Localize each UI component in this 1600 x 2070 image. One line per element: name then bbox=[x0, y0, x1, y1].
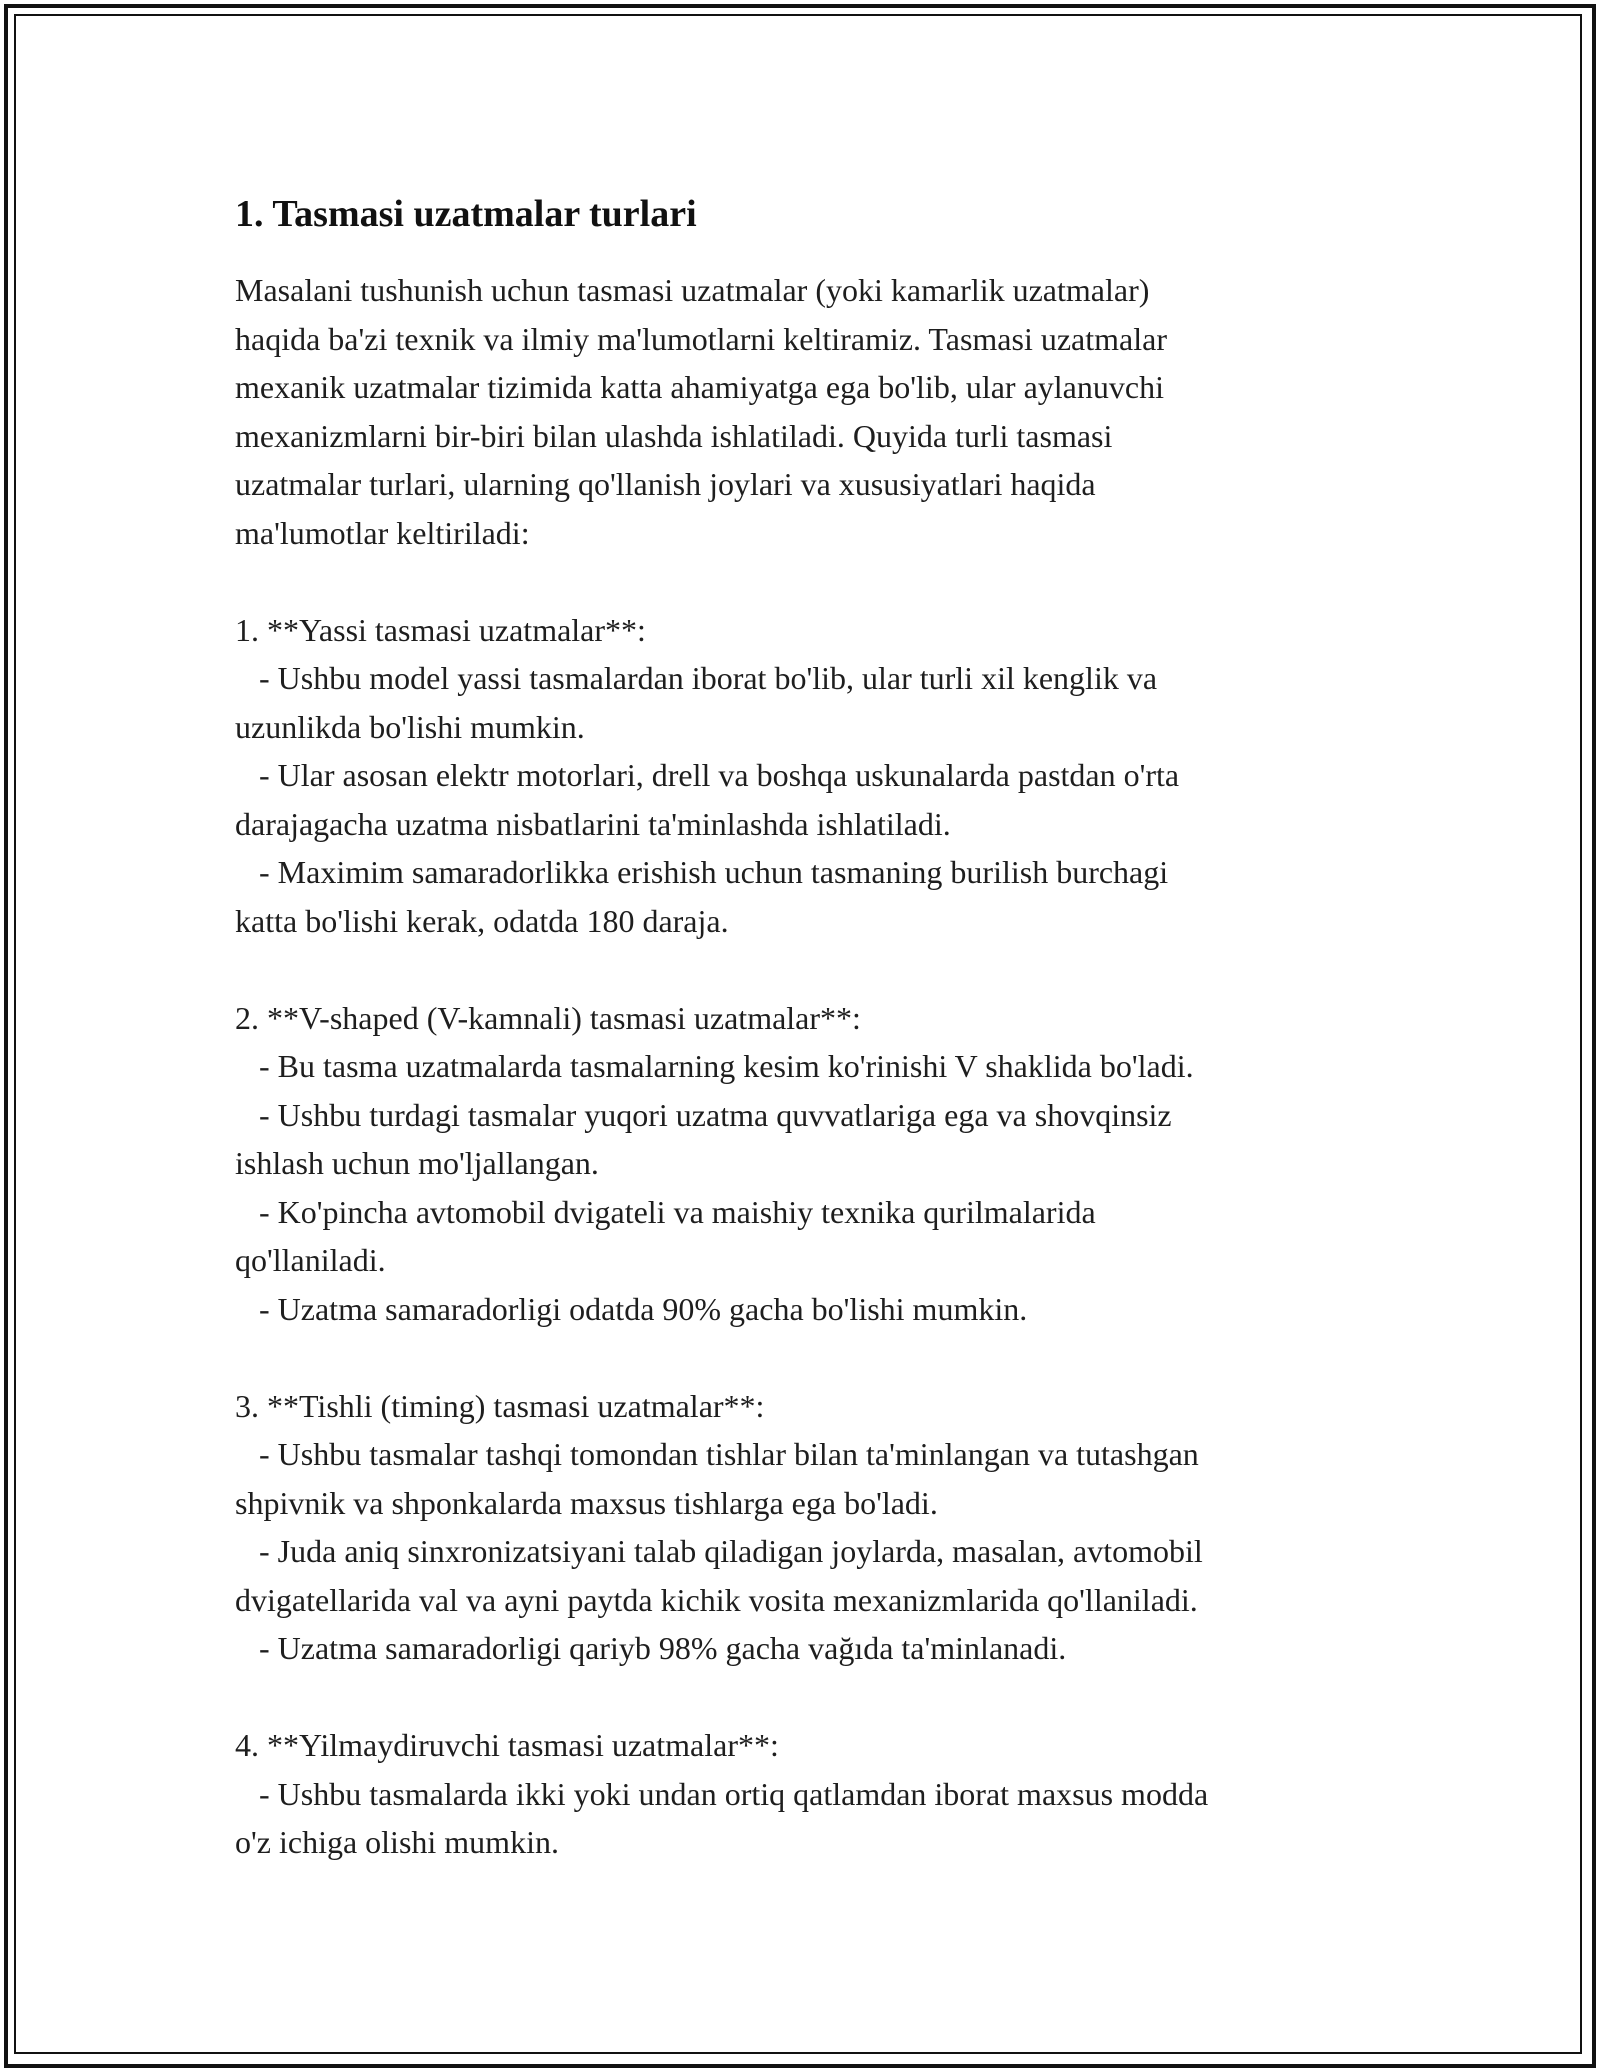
paragraph-gap bbox=[235, 1333, 1375, 1382]
document-page bbox=[235, 188, 1375, 1867]
section-yilmaydiruvchi: 4. **Yilmaydiruvchi tasmasi uzatmalar**: - Ushbu tasmalarda ikki yoki undan ortiq qatlamdan iborat maxsus modda o'z ichiga olishi mumkin. bbox=[235, 1727, 1209, 1860]
section-tishli: 3. **Tishli (timing) tasmasi uzatmalar**: - Ushbu tasmalar tashqi tomondan tishlar bilan ta'minlangan va tutashgan shpivnik va shponkalarda maxsus tishlarga ega bo'ladi. - Juda aniq sinxronizatsiyani talab qiladigan joylarda, masalan, avtomobil dvigatellarida val va ayni paytda kichik vosita mexanizmlarida qo'llaniladi. - Uzatma samaradorligi qariyb 98% gacha vağıda ta'minlanadi. bbox=[235, 1387, 1203, 1666]
intro-paragraph: Masalani tushunish uchun tasmasi uzatmalar (yoki kamarlik uzatmalar) haqida ba'zi texnik va ilmiy ma'lumotlarni keltiramiz. Tasmasi uzatmalar mexanik uzatmalar tizimida katta ahamiyatga ega bo'lib, ular aylanuvchi mexanizmlarni bir-biri bilan ulashda ishlatiladi. Quyida turli tasmasi uzatmalar turlari, ularning qo'llanish joylari va xususiyatlari haqida ma'lumotlar keltiriladi: bbox=[235, 272, 1167, 551]
document-heading: 1. Tasmasi uzatmalar turlari bbox=[235, 193, 697, 235]
paragraph-gap bbox=[235, 557, 1375, 606]
paragraph-gap bbox=[235, 1673, 1375, 1722]
section-yassi: 1. **Yassi tasmasi uzatmalar**: - Ushbu model yassi tasmalardan iborat bo'lib, ular turli xil kenglik va uzunlikda bo'lishi mumkin. - Ular asosan elektr motorlari, drell va boshqa uskunalarda pastdan o'rta darajagacha uzatma nisbatlarini ta'minlashda ishlatiladi. - Maximim samaradorlikka erishish uchun tasmaning burilish burchagi katta bo'lishi kerak, odatda 180 daraja. bbox=[235, 611, 1180, 939]
section-v-shaped: 2. **V-shaped (V-kamnali) tasmasi uzatmalar**: - Bu tasma uzatmalarda tasmalarning kesim ko'rinishi V shaklida bo'ladi. - Ushbu turdagi tasmalar yuqori uzatma quvvatlariga ega va shovqinsiz ishlash uchun mo'ljallangan. - Ko'pincha avtomobil dvigateli va maishiy texnika qurilmalarida qo'llaniladi. - Uzatma samaradorligi odatda 90% gacha bo'lishi mumkin. bbox=[235, 999, 1194, 1327]
paragraph-gap bbox=[235, 945, 1375, 994]
